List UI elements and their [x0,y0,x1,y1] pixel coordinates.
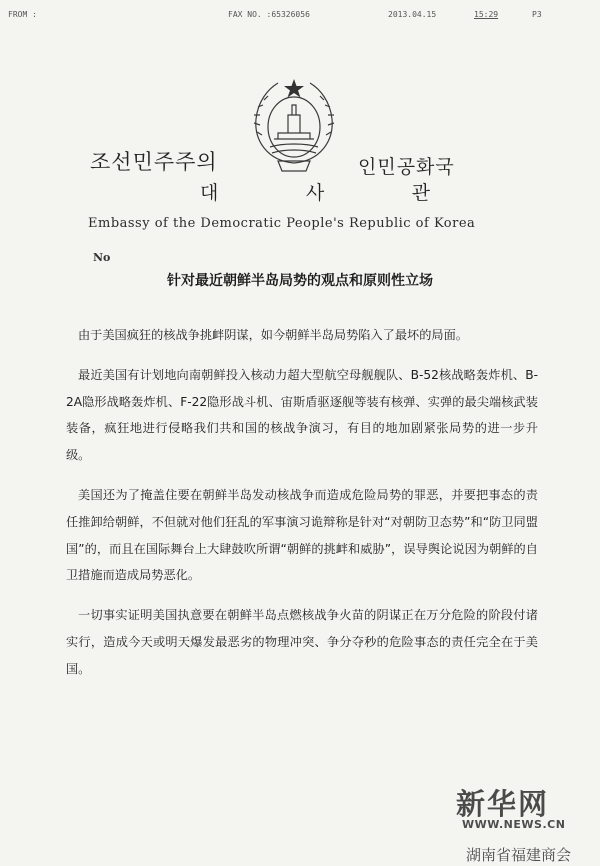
korean-country-name-left: 조선민주주의 [90,150,218,174]
document-number-label: No [93,251,111,264]
body-paragraph: 最近美国有计划地向南朝鲜投入核动力超大型航空母舰舰队、B-52核战略轰炸机、B-2A隐形战略轰炸机、F-22隐形战斗机、宙斯盾驱逐舰等装有核弹、实弹的最尖端核武装装备，疯狂地进行侵略我们共和国的核战争演习，有目的地加剧紧张局势的进一步升级。 [66,367,538,463]
english-embassy-name: Embassy of the Democratic People's Republic of Korea [88,216,476,231]
body-paragraph: 美国还为了掩盖住要在朝鲜半岛发动核战争而造成危险局势的罪恶，并要把事态的责任推卸给朝鲜，不但就对他们狂乱的军事演习诡辩称是针对“对朝防卫态势”和“防卫同盟国”的，而且在国际舞台上大肆鼓吹所谓“朝鲜的挑衅和威胁”，误导舆论说因为朝鲜的自卫措施而造成局势恶化。 [66,487,538,583]
fax-page: P3 [532,10,542,19]
fax-number: FAX NO. :65326056 [228,10,310,19]
fax-from: FROM : [8,10,37,19]
xinhua-logo: 新华网 [456,787,550,821]
korean-embassy-char: 관 [411,182,430,204]
body-paragraph: 一切事实证明美国执意要在朝鲜半岛点燃核战争火苗的阴谋正在万分危险的阶段付诸实行，造成今天或明天爆发最恶劣的物理冲突、争分夺秒的危险事态的责任完全在于美国。 [66,608,538,676]
fax-time: 15:29 [474,10,499,19]
state-emblem-icon [248,75,340,179]
korean-embassy-label [200,178,430,205]
fax-header [0,10,600,26]
document-title: 针对最近朝鲜半岛局势的观点和原则性立场 [167,273,433,289]
korean-embassy-char: 사 [305,182,325,204]
korean-embassy-char: 대 [200,182,219,204]
document-body [66,322,538,696]
korean-country-name-right: 인민공화국 [358,156,455,178]
xinhua-site-url: WWW.NEWS.CN [462,818,566,831]
body-paragraph: 由于美国疯狂的核战争挑衅阴谋，如今朝鲜半岛局势陷入了最坏的局面。 [78,328,468,342]
watermark-text: 湖南省福建商会 [466,846,572,864]
fax-date: 2013.04.15 [388,10,437,19]
